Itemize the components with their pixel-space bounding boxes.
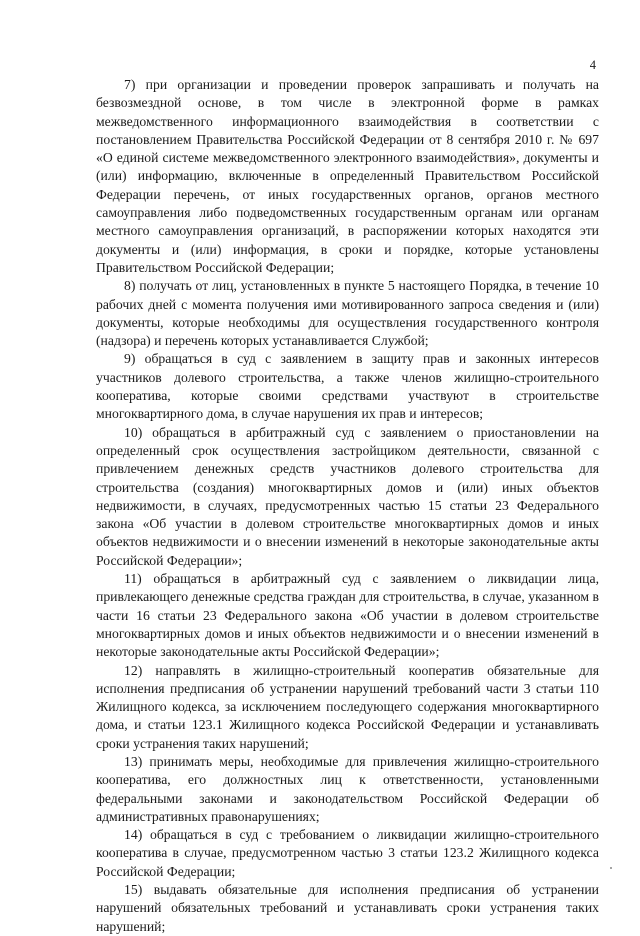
page-number: 4 xyxy=(589,58,596,72)
paragraph-item-8: 8) получать от лиц, установленных в пункте 5 настоящего Порядка, в течение 10 рабочих дней с момента получения ими мотивированного запроса сведения и (или) документы, которые необходимы для осуществления государственного контроля (надзора) и перечень которых устанавливается Службой; xyxy=(96,278,599,349)
paragraph-item-15: 15) выдавать обязательные для исполнения предписания об устранении нарушений обязательных требований и устанавливать сроки устранения таких нарушений; xyxy=(96,882,599,934)
paragraph-item-13: 13) принимать меры, необходимые для привлечения жилищно-строительного кооператива, его должностных лиц к ответственности, установленными федеральными законами и законодательством Российской Федерации об административных правонарушениях; xyxy=(96,753,599,824)
paragraph-item-7: 7) при организации и проведении проверок запрашивать и получать на безвозмездной основе, в том числе в электронной форме в рамках межведомственного информационного взаимодействия в соответствии с постановлением Правительства Российской Федерации от 8 сентября 2010 г. № 697 «О единой системе межведомственного электронного взаимодействия», документы и (или) информацию, включенные в определенный Правительством Российской Федерации перечень, от иных государственных органов, органов местного самоуправления либо подведомственных государственным органам или органам местного самоуправления организаций, в распоряжении которых находятся эти документы и (или) информация, в сроки и порядке, которые установлены Правительством Российской Федерации; xyxy=(96,77,599,275)
document-body xyxy=(96,76,599,936)
paragraph-item-9: 9) обращаться в суд с заявлением в защиту прав и законных интересов участников долевого строительства, а также членов жилищно-строительного кооператива, которые своими средствами участвуют в строительстве многоквартирного дома, в случае нарушения их прав и интересов; xyxy=(96,351,599,422)
paragraph-item-14: 14) обращаться в суд с требованием о ликвидации жилищно-строительного кооператива в случае, предусмотренном частью 3 статьи 123.2 Жилищного кодекса Российской Федерации; xyxy=(96,827,599,879)
paragraph-item-12: 12) направлять в жилищно-строительный кооператив обязательные для исполнения предписания об устранении нарушений требований части 3 статьи 110 Жилищного кодекса, за исключением последующего содержания многоквартирного дома, и статьи 123.1 Жилищного кодекса Российской Федерации и устанавливать сроки устранения таких нарушений; xyxy=(96,662,599,751)
paragraph-item-10: 10) обращаться в арбитражный суд с заявлением о приостановлении на определенный срок осуществления застройщиком деятельности, связанной с привлечением денежных средств участников долевого строительства для строительства (создания) многоквартирных домов и (или) иных объектов недвижимости, в случаях, предусмотренных частью 15 статьи 23 Федерального закона «Об участии в долевом строительстве многоквартирных домов и иных объектов недвижимости и о внесении изменений в некоторые законодательные акты Российской Федерации»; xyxy=(96,424,599,568)
scan-artifact xyxy=(610,867,612,869)
paragraph-item-11: 11) обращаться в арбитражный суд с заявлением о ликвидации лица, привлекающего денежные средства граждан для строительства, в случае, указанном в части 16 статьи 23 Федерального закона «Об участии в долевом строительстве многоквартирных домов и иных объектов недвижимости и о внесении изменений в некоторые законодательные акты Российской Федерации»; xyxy=(96,571,599,660)
